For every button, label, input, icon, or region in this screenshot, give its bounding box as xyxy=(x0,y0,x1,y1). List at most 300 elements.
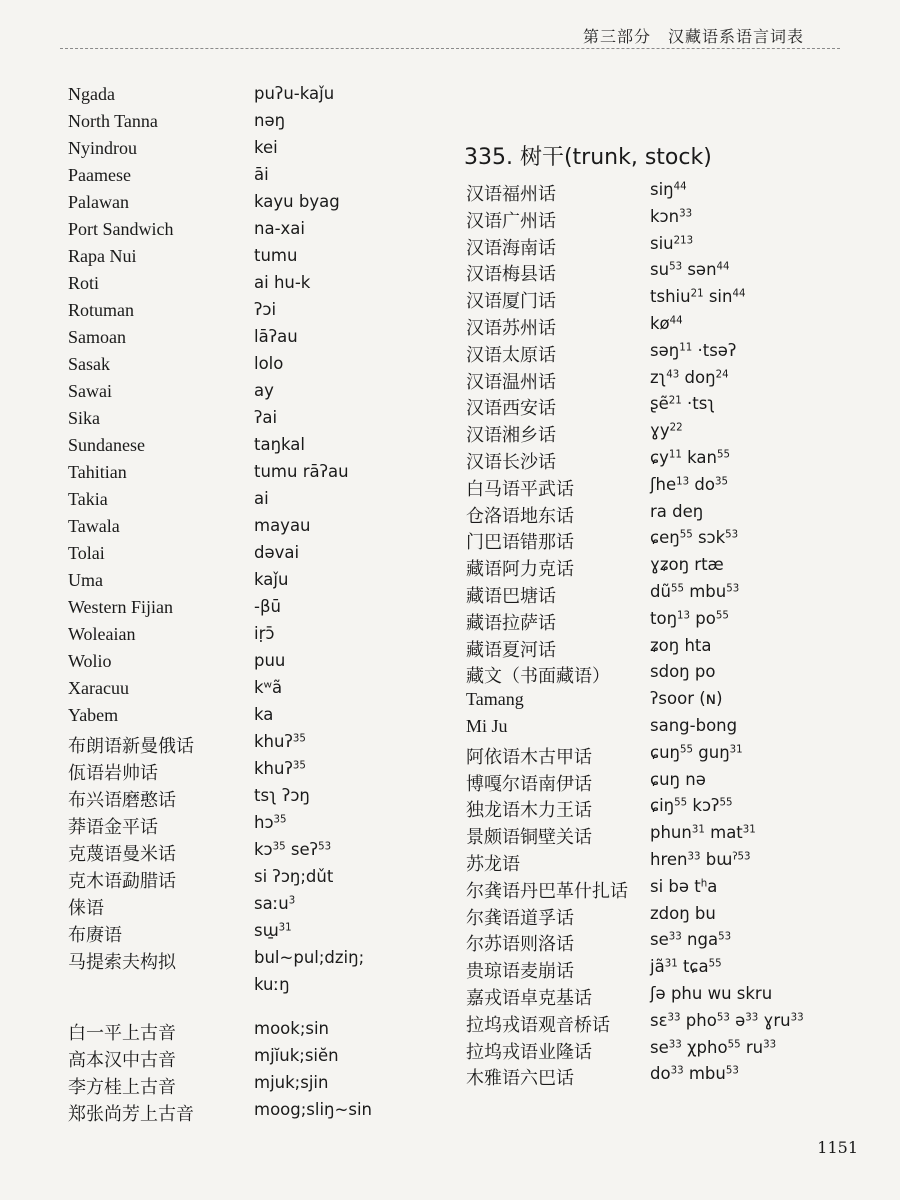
entry-row xyxy=(466,421,866,448)
entry-row xyxy=(68,138,418,165)
entry-row xyxy=(466,930,866,957)
entry-row xyxy=(466,207,866,234)
form-text: ɕy xyxy=(650,447,669,467)
word-form xyxy=(254,219,305,238)
entry-row xyxy=(68,354,418,381)
form-text: tsʅ ʔɔŋ xyxy=(254,786,310,805)
form-text: sɯ̱ xyxy=(254,921,279,940)
language-name: Mi Ju xyxy=(466,715,508,736)
language-name: Tawala xyxy=(68,516,120,536)
language-name: 尔苏语则洛话 xyxy=(466,934,574,955)
language-name: 藏文（书面藏语） xyxy=(466,666,610,687)
form-text: ru xyxy=(740,1037,764,1057)
form-text: ɕeŋ xyxy=(650,528,680,548)
entry-row xyxy=(466,180,866,207)
word-form xyxy=(254,246,297,265)
form-text: sɛ xyxy=(650,1010,668,1030)
entry-row xyxy=(68,894,418,921)
word-form xyxy=(650,528,738,547)
form-text: si bə t xyxy=(650,876,701,896)
word-form xyxy=(254,462,349,481)
language-name: Woleaian xyxy=(68,624,136,644)
entry-row xyxy=(68,219,418,246)
language-name: 阿依语木古甲话 xyxy=(466,746,592,767)
tone-superscript: 53 xyxy=(318,841,332,853)
entry-row xyxy=(68,462,418,489)
form-text: ɣʑoŋ rtæ xyxy=(650,555,724,575)
word-form xyxy=(650,582,739,601)
entry-row xyxy=(466,796,866,823)
entry-row xyxy=(68,192,418,219)
word-form xyxy=(650,341,736,360)
form-text: χpho xyxy=(681,1037,728,1057)
word-form xyxy=(650,1011,804,1030)
language-name: 汉语长沙话 xyxy=(466,451,556,472)
entry-row xyxy=(68,867,418,894)
form-text: khuʔ xyxy=(254,732,293,751)
word-form xyxy=(650,421,683,440)
entry-row xyxy=(68,651,418,678)
tone-superscript: 33 xyxy=(668,931,682,943)
tone-superscript: 33 xyxy=(745,1012,759,1024)
word-form xyxy=(254,597,281,616)
entry-row xyxy=(466,502,866,529)
entry-row xyxy=(68,678,418,705)
word-form xyxy=(650,180,687,199)
entry-row xyxy=(68,1073,418,1100)
running-header: 第三部分 汉藏语系语言词表 xyxy=(582,27,804,46)
form-text: puu xyxy=(254,651,286,670)
tone-superscript: 44 xyxy=(732,288,746,300)
word-form xyxy=(254,1100,372,1119)
entry-row xyxy=(68,759,418,786)
entry-row xyxy=(466,448,866,475)
entry-row xyxy=(68,705,418,732)
entry-row xyxy=(68,516,418,543)
form-text: ʃhe xyxy=(650,474,677,494)
language-name: 景颇语铜壁关话 xyxy=(466,827,592,848)
word-form xyxy=(254,327,298,346)
form-text: ra deŋ xyxy=(650,501,704,521)
form-text: sang-bong xyxy=(650,715,738,735)
word-form xyxy=(254,489,269,508)
language-name: Sundanese xyxy=(68,435,145,455)
tone-superscript: 35 xyxy=(292,733,306,745)
tone-superscript: 213 xyxy=(673,234,694,246)
language-name: 汉语太原话 xyxy=(466,344,556,365)
entry-row xyxy=(466,823,866,850)
form-text: ai xyxy=(254,489,269,508)
word-form xyxy=(254,300,276,319)
form-text: -βū xyxy=(254,597,281,616)
word-form xyxy=(254,543,299,562)
word-form xyxy=(650,743,743,762)
form-text: si ʔɔŋ;dǔt xyxy=(254,867,334,886)
word-form xyxy=(254,516,311,535)
tone-superscript: 44 xyxy=(716,261,730,273)
tone-superscript: 43 xyxy=(666,368,680,380)
form-text: kɔn xyxy=(650,206,680,226)
entry-row xyxy=(68,327,418,354)
language-name: Xaracuu xyxy=(68,678,129,698)
language-name: 藏语阿力克话 xyxy=(466,559,574,580)
form-text: ə xyxy=(729,1010,746,1030)
tone-superscript: 33 xyxy=(670,1065,684,1077)
word-form xyxy=(254,705,273,724)
tone-superscript: ʔ53 xyxy=(732,851,751,863)
form-text: hren xyxy=(650,849,688,869)
language-name: 高本汉中古音 xyxy=(68,1050,176,1070)
tone-superscript: 11 xyxy=(668,449,682,461)
form-text: lolo xyxy=(254,354,284,373)
word-form xyxy=(254,651,285,670)
form-text: mjuk;sjin xyxy=(254,1073,329,1092)
entry-row xyxy=(466,260,866,287)
tone-superscript: 55 xyxy=(715,610,729,622)
entry-row xyxy=(466,689,866,716)
tone-superscript: 33 xyxy=(668,1038,682,1050)
form-text: pho xyxy=(680,1010,717,1030)
form-text: na-xai xyxy=(254,219,305,238)
word-form xyxy=(254,867,333,886)
form-text: āi xyxy=(254,165,269,184)
tone-superscript: 53 xyxy=(718,931,732,943)
form-text: doŋ xyxy=(679,367,716,387)
language-name: Tahitian xyxy=(68,462,127,482)
form-text: kaǰu xyxy=(254,570,289,589)
tone-superscript: 33 xyxy=(679,208,693,220)
language-name: North Tanna xyxy=(68,111,158,131)
entry-row xyxy=(466,609,866,636)
tone-superscript: 21 xyxy=(668,395,682,407)
entry-row xyxy=(68,1100,418,1127)
entry-row xyxy=(68,165,418,192)
language-name: 汉语湘乡话 xyxy=(466,425,556,446)
language-name: 布朗语新曼俄话 xyxy=(68,736,194,756)
tone-superscript: 3 xyxy=(288,895,296,907)
tone-superscript: 55 xyxy=(674,797,688,809)
form-text: səŋ xyxy=(650,340,680,360)
entry-row xyxy=(68,813,418,840)
entry-row xyxy=(466,234,866,261)
entry-row xyxy=(466,528,866,555)
form-text: ·tsəʔ xyxy=(692,340,737,360)
entry-row xyxy=(68,273,418,300)
word-form xyxy=(650,555,724,574)
entry-row xyxy=(68,975,418,1019)
page-number: 1151 xyxy=(817,1138,858,1157)
form-text: ʔɔi xyxy=(254,300,277,319)
entry-row xyxy=(466,287,866,314)
word-form xyxy=(254,408,277,427)
form-text: a xyxy=(707,876,718,896)
form-text: tumu rāʔau xyxy=(254,462,349,481)
word-form xyxy=(254,381,274,400)
form-text: kɔ xyxy=(254,840,273,859)
language-name: 拉坞戎语观音桥话 xyxy=(466,1014,610,1035)
entry-row xyxy=(68,1019,418,1046)
form-text: kei xyxy=(254,138,278,157)
word-form xyxy=(254,948,364,967)
tone-superscript: 13 xyxy=(676,476,690,488)
language-name: Roti xyxy=(68,273,100,293)
language-name: 博嘎尔语南伊话 xyxy=(466,773,592,794)
language-name: 门巴语错那话 xyxy=(466,532,574,553)
language-name: Samoan xyxy=(68,327,126,347)
tone-superscript: 55 xyxy=(670,583,684,595)
form-text: hɔ xyxy=(254,813,274,832)
word-form xyxy=(254,111,285,130)
word-form xyxy=(650,984,772,1003)
word-form xyxy=(254,975,290,994)
language-name: 独龙语木力王话 xyxy=(466,800,592,821)
tone-superscript: 31 xyxy=(742,824,756,836)
language-name: Rapa Nui xyxy=(68,246,137,266)
language-name: 俫语 xyxy=(68,898,104,918)
entry-row xyxy=(68,435,418,462)
word-form xyxy=(254,435,305,454)
word-form xyxy=(254,786,310,805)
language-name: 布赓语 xyxy=(68,925,122,945)
language-name: 藏语夏河话 xyxy=(466,639,556,660)
word-form xyxy=(650,823,756,842)
language-name: Port Sandwich xyxy=(68,219,174,239)
form-text: ʂẽ xyxy=(650,394,669,414)
word-form xyxy=(254,570,288,589)
entry-row xyxy=(68,408,418,435)
entry-row xyxy=(466,662,866,689)
word-form xyxy=(650,1064,739,1083)
language-name: Nyindrou xyxy=(68,138,137,158)
form-text: ai hu-k xyxy=(254,273,311,292)
right-word-list xyxy=(466,180,866,1091)
language-name: 克木语勐腊话 xyxy=(68,871,176,891)
entry-row xyxy=(466,636,866,663)
form-text: nəŋ xyxy=(254,111,286,130)
language-name: Tolai xyxy=(68,543,105,563)
language-name: 佤语岩帅话 xyxy=(68,763,158,783)
language-name: Uma xyxy=(68,570,103,590)
entry-row xyxy=(68,597,418,624)
word-form xyxy=(254,354,283,373)
word-form xyxy=(254,84,334,103)
form-text: phun xyxy=(650,823,692,843)
form-text: ɣru xyxy=(758,1010,791,1030)
entry-row xyxy=(68,381,418,408)
word-form xyxy=(254,894,295,913)
entry-row xyxy=(466,341,866,368)
language-name: Paamese xyxy=(68,165,131,185)
form-text: ɣy xyxy=(650,421,670,441)
tone-superscript: 35 xyxy=(272,841,286,853)
form-text: ɕiŋ xyxy=(650,796,675,816)
form-text: tshiu xyxy=(650,287,691,307)
form-text: sdoŋ po xyxy=(650,662,716,682)
entry-row xyxy=(466,1038,866,1065)
word-form xyxy=(254,165,269,184)
word-form xyxy=(254,624,274,643)
form-text: kuːŋ xyxy=(254,975,290,994)
entry-row xyxy=(466,984,866,1011)
entry-row xyxy=(68,624,418,651)
word-form xyxy=(650,207,692,226)
language-name: Palawan xyxy=(68,192,129,212)
language-name: 布兴语磨憨话 xyxy=(68,790,176,810)
entry-row xyxy=(68,840,418,867)
word-form xyxy=(254,759,306,778)
form-text: sən xyxy=(682,260,717,280)
tone-superscript: 21 xyxy=(690,288,704,300)
tone-superscript: 53 xyxy=(725,529,739,541)
entry-row xyxy=(68,948,418,975)
form-text: bul~pul;dziŋ; xyxy=(254,948,365,967)
form-text: jã xyxy=(650,957,665,977)
tone-superscript: 53 xyxy=(725,1065,739,1077)
language-name: Ngada xyxy=(68,84,115,104)
language-name: Sika xyxy=(68,408,101,428)
form-text: saːu xyxy=(254,894,289,913)
word-form xyxy=(650,930,731,949)
tone-superscript: 55 xyxy=(680,744,694,756)
language-name: 汉语海南话 xyxy=(466,237,556,258)
tone-superscript: 55 xyxy=(719,797,733,809)
tone-superscript: 31 xyxy=(691,824,705,836)
form-text: mook;sin xyxy=(254,1019,330,1038)
form-text: ʑoŋ hta xyxy=(650,635,712,655)
word-form xyxy=(650,770,706,789)
word-form xyxy=(650,796,732,815)
language-name: 汉语厦门话 xyxy=(466,291,556,312)
entry-row xyxy=(68,84,418,111)
tone-superscript: 31 xyxy=(278,922,292,934)
form-text: iṛɔ̄ xyxy=(254,624,275,643)
entry-row xyxy=(466,475,866,502)
tone-superscript: 44 xyxy=(673,181,687,193)
word-form xyxy=(650,502,703,521)
tone-superscript: 31 xyxy=(729,744,743,756)
entry-row xyxy=(466,957,866,984)
tone-superscript: 35 xyxy=(715,476,729,488)
language-name: 克蔑语曼米话 xyxy=(68,844,176,864)
language-name: 藏语拉萨话 xyxy=(466,612,556,633)
language-name: Tamang xyxy=(466,689,524,710)
form-text: lāʔau xyxy=(254,327,298,346)
form-text: kɔʔ xyxy=(687,796,720,816)
form-text: do xyxy=(650,1064,671,1084)
word-form xyxy=(254,1073,328,1092)
form-text: seʔ xyxy=(285,840,319,859)
form-text: mayau xyxy=(254,516,311,535)
language-name: 木雅语六巴话 xyxy=(466,1068,574,1089)
language-name: 李方桂上古音 xyxy=(68,1077,176,1097)
word-form xyxy=(650,716,737,735)
tone-superscript: 44 xyxy=(669,315,683,327)
form-text: ʔai xyxy=(254,408,278,427)
form-text: nga xyxy=(681,930,719,950)
language-name: 拉坞戎语业隆话 xyxy=(466,1041,592,1062)
word-form xyxy=(254,1046,339,1065)
form-text: do xyxy=(689,474,715,494)
entry-row xyxy=(68,489,418,516)
form-text: ·tsʅ xyxy=(681,394,715,414)
word-form xyxy=(254,1019,329,1038)
form-text: sin xyxy=(703,287,733,307)
word-form xyxy=(650,394,715,413)
form-text: khuʔ xyxy=(254,759,293,778)
language-name: 仓洛语地东话 xyxy=(466,505,574,526)
word-form xyxy=(650,287,746,306)
language-name: 汉语苏州话 xyxy=(466,317,556,338)
tone-superscript: 24 xyxy=(715,368,729,380)
entry-row xyxy=(68,246,418,273)
language-name: Sawai xyxy=(68,381,112,401)
word-form xyxy=(650,314,683,333)
language-name: 莽语金平话 xyxy=(68,817,158,837)
left-word-list xyxy=(68,84,418,1127)
language-name: 白一平上古音 xyxy=(68,1023,176,1043)
form-text: bɯ xyxy=(700,849,733,869)
entry-row xyxy=(68,732,418,759)
word-form xyxy=(254,273,310,292)
word-form xyxy=(254,813,287,832)
form-text: tɕa xyxy=(677,957,709,977)
entry-row xyxy=(68,570,418,597)
form-text: guŋ xyxy=(693,742,730,762)
form-text: ɕuŋ xyxy=(650,742,680,762)
form-text: siŋ xyxy=(650,180,674,199)
tone-superscript: 22 xyxy=(669,422,683,434)
entry-row xyxy=(68,300,418,327)
form-text: se xyxy=(650,1037,669,1057)
form-text: ɕuŋ nə xyxy=(650,769,706,789)
word-form xyxy=(254,840,331,859)
language-name: 尔龚语道孚话 xyxy=(466,907,574,928)
form-text: zdoŋ bu xyxy=(650,903,716,923)
language-name: 汉语广州话 xyxy=(466,210,556,231)
tone-superscript: 33 xyxy=(687,851,701,863)
tone-superscript: 31 xyxy=(664,958,678,970)
language-name: 贵琼语麦崩话 xyxy=(466,961,574,982)
language-name: 嘉戎语卓克基话 xyxy=(466,987,592,1008)
word-form xyxy=(650,609,729,628)
language-name: 苏龙语 xyxy=(466,853,520,874)
entry-row xyxy=(466,850,866,877)
word-form xyxy=(254,192,340,211)
word-form xyxy=(254,732,306,751)
language-name: 汉语福州话 xyxy=(466,184,556,204)
entry-row xyxy=(68,543,418,570)
tone-superscript: 33 xyxy=(763,1038,777,1050)
form-text: po xyxy=(690,608,716,628)
form-text: kan xyxy=(681,447,717,467)
language-name: 尔龚语丹巴革什扎话 xyxy=(466,880,628,901)
entry-row xyxy=(68,111,418,138)
word-form xyxy=(650,234,693,253)
tone-superscript: 35 xyxy=(292,760,306,772)
language-name: 白马语平武话 xyxy=(466,478,574,499)
form-text: mbu xyxy=(683,1064,726,1084)
word-form xyxy=(650,957,722,976)
tone-superscript: 53 xyxy=(716,1012,730,1024)
tone-superscript: 53 xyxy=(726,583,740,595)
language-name: Takia xyxy=(68,489,108,509)
word-form xyxy=(254,921,292,940)
language-name: 马提索夫构拟 xyxy=(68,952,176,972)
entry-row xyxy=(68,1046,418,1073)
entry-row xyxy=(466,1064,866,1091)
entry-row xyxy=(466,743,866,770)
entry-row xyxy=(466,368,866,395)
